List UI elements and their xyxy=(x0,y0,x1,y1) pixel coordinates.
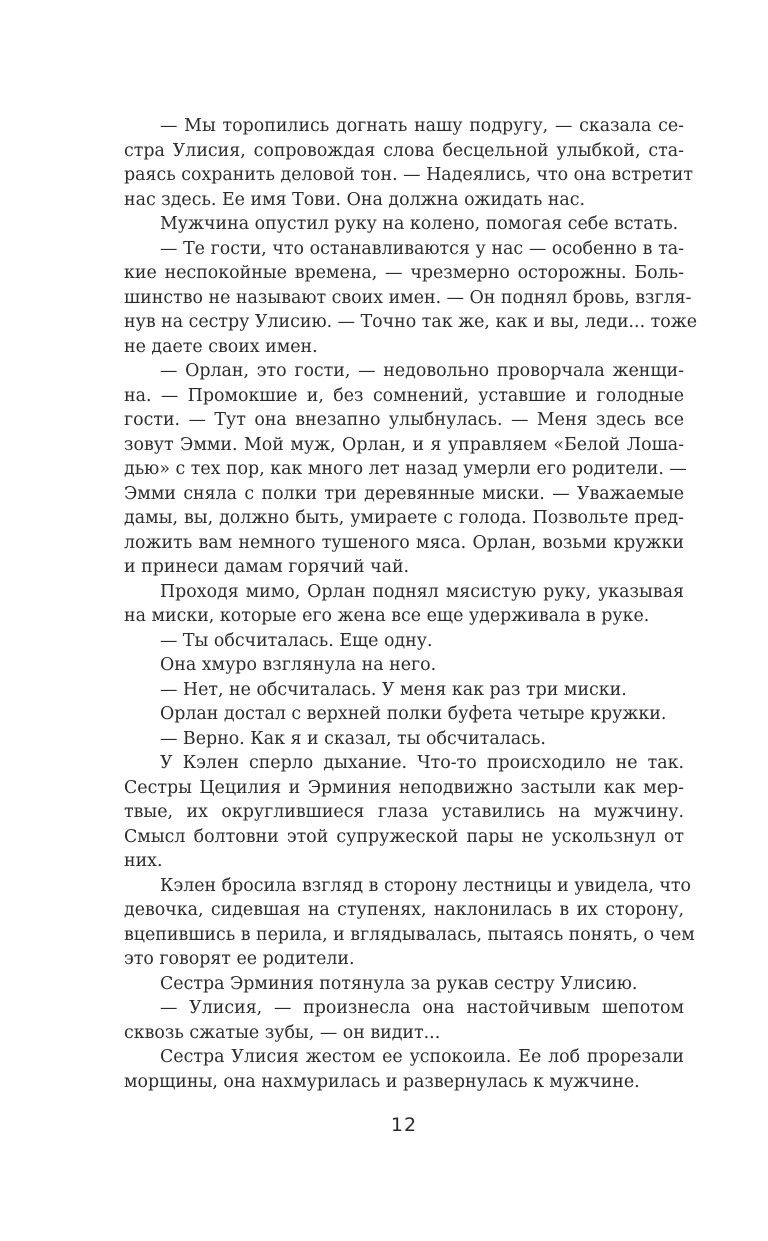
text-line: нас здесь. Ее имя Тови. Она должна ожидать нас. xyxy=(124,189,586,210)
text-line: раясь сохранить деловой тон. — Надеялись, что она встретит xyxy=(124,165,693,185)
text-line: стра Улисия, сопровождая слова бесцельной улыбкой, ста- xyxy=(124,140,684,161)
paragraph xyxy=(124,702,684,727)
text-line: нув на сестру Улисию. — Точно так же, как и вы, леди... тоже xyxy=(124,312,698,332)
text-line: У Кэлен сперло дыхание. Что-то происходило не так. xyxy=(160,753,684,773)
text-line: Сестры Цецилия и Эрминия неподвижно застыли как мер- xyxy=(124,777,684,798)
paragraph xyxy=(124,580,684,629)
text-line: Орлан достал с верхней полки буфета четыре кружки. xyxy=(160,704,667,724)
paragraph xyxy=(124,874,695,972)
paragraph xyxy=(124,629,684,654)
text-line: зовут Эмми. Мой муж, Орлан, и я управляем «Белой Лоша- xyxy=(124,434,684,455)
text-line: Кэлен бросила взгляд в сторону лестницы и увидела, что xyxy=(160,875,691,896)
paragraph xyxy=(124,1045,684,1094)
page-number: 12 xyxy=(390,1114,418,1136)
text-line: — Ты обсчиталась. Еще одну. xyxy=(160,630,433,651)
paragraph xyxy=(124,237,698,360)
text-line: дью» с тех пор, как много лет назад умерли его родители. — xyxy=(124,459,687,479)
paragraph xyxy=(124,653,684,678)
text-line: девочка, сидевшая на ступенях, наклонилась в их сторону, xyxy=(124,900,684,920)
text-line: Эмми сняла с полки три деревянные миски. — Уважаемые xyxy=(124,483,684,504)
text-line: — Верно. Как я и сказал, ты обсчиталась. xyxy=(160,728,546,749)
text-line: твые, их округлившиеся глаза уставились на мужчину. xyxy=(124,802,684,822)
text-line: на. — Промокшие и, без сомнений, уставшие и голодные xyxy=(124,385,684,406)
text-line: вцепившись в перила, и вглядывалась, пытаясь понять, о чем xyxy=(124,924,695,945)
text-line: них. xyxy=(124,851,163,871)
text-line: Она хмуро взглянула на него. xyxy=(160,655,437,675)
text-line: ложить вам немного тушеного мяса. Орлан, возьми кружки xyxy=(124,532,684,553)
text-line: Смысл болтовни этой супружеской пары не ускользнул от xyxy=(124,826,684,847)
paragraph xyxy=(124,727,684,752)
text-line: дамы, вы, должно быть, умираете с голода. Позвольте пред- xyxy=(124,508,684,528)
paragraph xyxy=(124,972,684,997)
paragraph xyxy=(124,678,684,703)
text-line: гости. — Тут она внезапно улыбнулась. — Меня здесь все xyxy=(124,410,684,430)
paragraph xyxy=(124,114,693,212)
text-line: — Орлан, это гости, — недовольно проворчала женщи- xyxy=(160,361,684,381)
text-line: — Нет, не обсчиталась. У меня как раз три миски. xyxy=(160,679,627,700)
text-line: не даете своих имен. xyxy=(124,336,318,357)
paragraph xyxy=(124,751,684,874)
text-line: Сестра Эрминия потянула за рукав сестру Улисию. xyxy=(160,973,638,994)
text-line: на миски, которые его жена все еще удерживала в руке. xyxy=(124,606,650,626)
text-line: кие неспокойные времена, — чрезмерно осторожны. Боль- xyxy=(124,263,684,283)
text-line: сквозь сжатые зубы, — он видит... xyxy=(124,1022,441,1043)
paragraph xyxy=(124,996,684,1045)
text-line: Мужчина опустил руку на колено, помогая себе встать. xyxy=(160,214,679,234)
text-line: морщины, она нахмурилась и развернулась к мужчине. xyxy=(124,1071,640,1092)
text-line: — Мы торопились догнать нашу подругу, — сказала се- xyxy=(160,116,684,136)
page-text xyxy=(124,114,698,1094)
text-line: шинство не называют своих имен. — Он поднял бровь, взгля- xyxy=(124,287,692,308)
paragraph xyxy=(124,359,687,580)
paragraph xyxy=(124,212,684,237)
text-line: Сестра Улисия жестом ее успокоила. Ее лоб прорезали xyxy=(160,1047,684,1067)
text-line: — Те гости, что останавливаются у нас — особенно в та- xyxy=(160,238,684,259)
text-line: и принеси дамам горячий чай. xyxy=(124,557,410,577)
text-line: это говорят ее родители. xyxy=(124,949,355,969)
text-line: Проходя мимо, Орлан поднял мясистую руку, указывая xyxy=(160,581,684,602)
text-line: — Улисия, — произнесла она настойчивым шепотом xyxy=(160,998,684,1018)
